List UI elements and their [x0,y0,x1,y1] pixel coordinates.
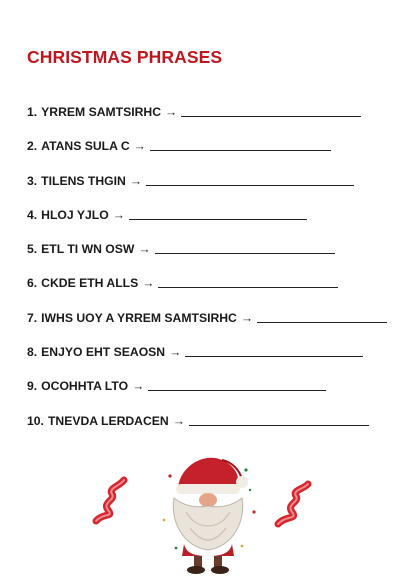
phrase-number: 9. [27,379,38,394]
arrow-icon: → [132,379,145,394]
arrow-icon: → [129,173,142,188]
scrambled-phrase: CKDE ETH ALLS [41,276,139,291]
scrambled-phrase: ENJYO EHT SEAOSN [41,345,166,360]
phrase-number: 5. [27,242,38,257]
phrase-number: 3. [27,173,38,188]
scrambled-phrase: YRREM SAMTSIRHC [41,105,162,119]
ribbon-icon [278,484,308,524]
arrow-icon: → [112,207,125,222]
arrow-icon: → [172,413,185,428]
phrase-number: 1. [27,105,38,119]
arrow-icon: → [169,345,182,360]
ribbon-icon [96,480,124,521]
arrow-icon: → [240,310,254,325]
arrow-icon: → [138,242,151,257]
scrambled-phrase: ETL TI WN OSW [41,242,135,257]
phrase-number: 8. [27,345,38,360]
phrase-number: 7. [27,310,38,325]
scrambled-phrase: OCOHHTA LTO [41,379,129,394]
page-title: CHRISTMAS PHRASES [27,47,223,67]
phrase-number: 2. [27,139,38,154]
phrase-number: 4. [27,207,38,222]
scrambled-phrase: TNEVDA LERDACEN [47,413,169,428]
scrambled-phrase: TILENS THGIN [41,173,126,188]
arrow-icon: → [133,139,146,154]
santa-gnome-icon [163,458,256,574]
arrow-icon: → [142,276,155,291]
scrambled-phrase: ATANS SULA C [41,139,130,154]
scrambled-phrase: IWHS UOY A YRREM SAMTSIRHC [41,310,237,325]
phrase-number: 6. [27,276,38,291]
scrambled-phrase: HLOJ YJLO [41,207,109,222]
phrase-number: 10. [27,413,44,428]
arrow-icon: → [165,105,178,119]
